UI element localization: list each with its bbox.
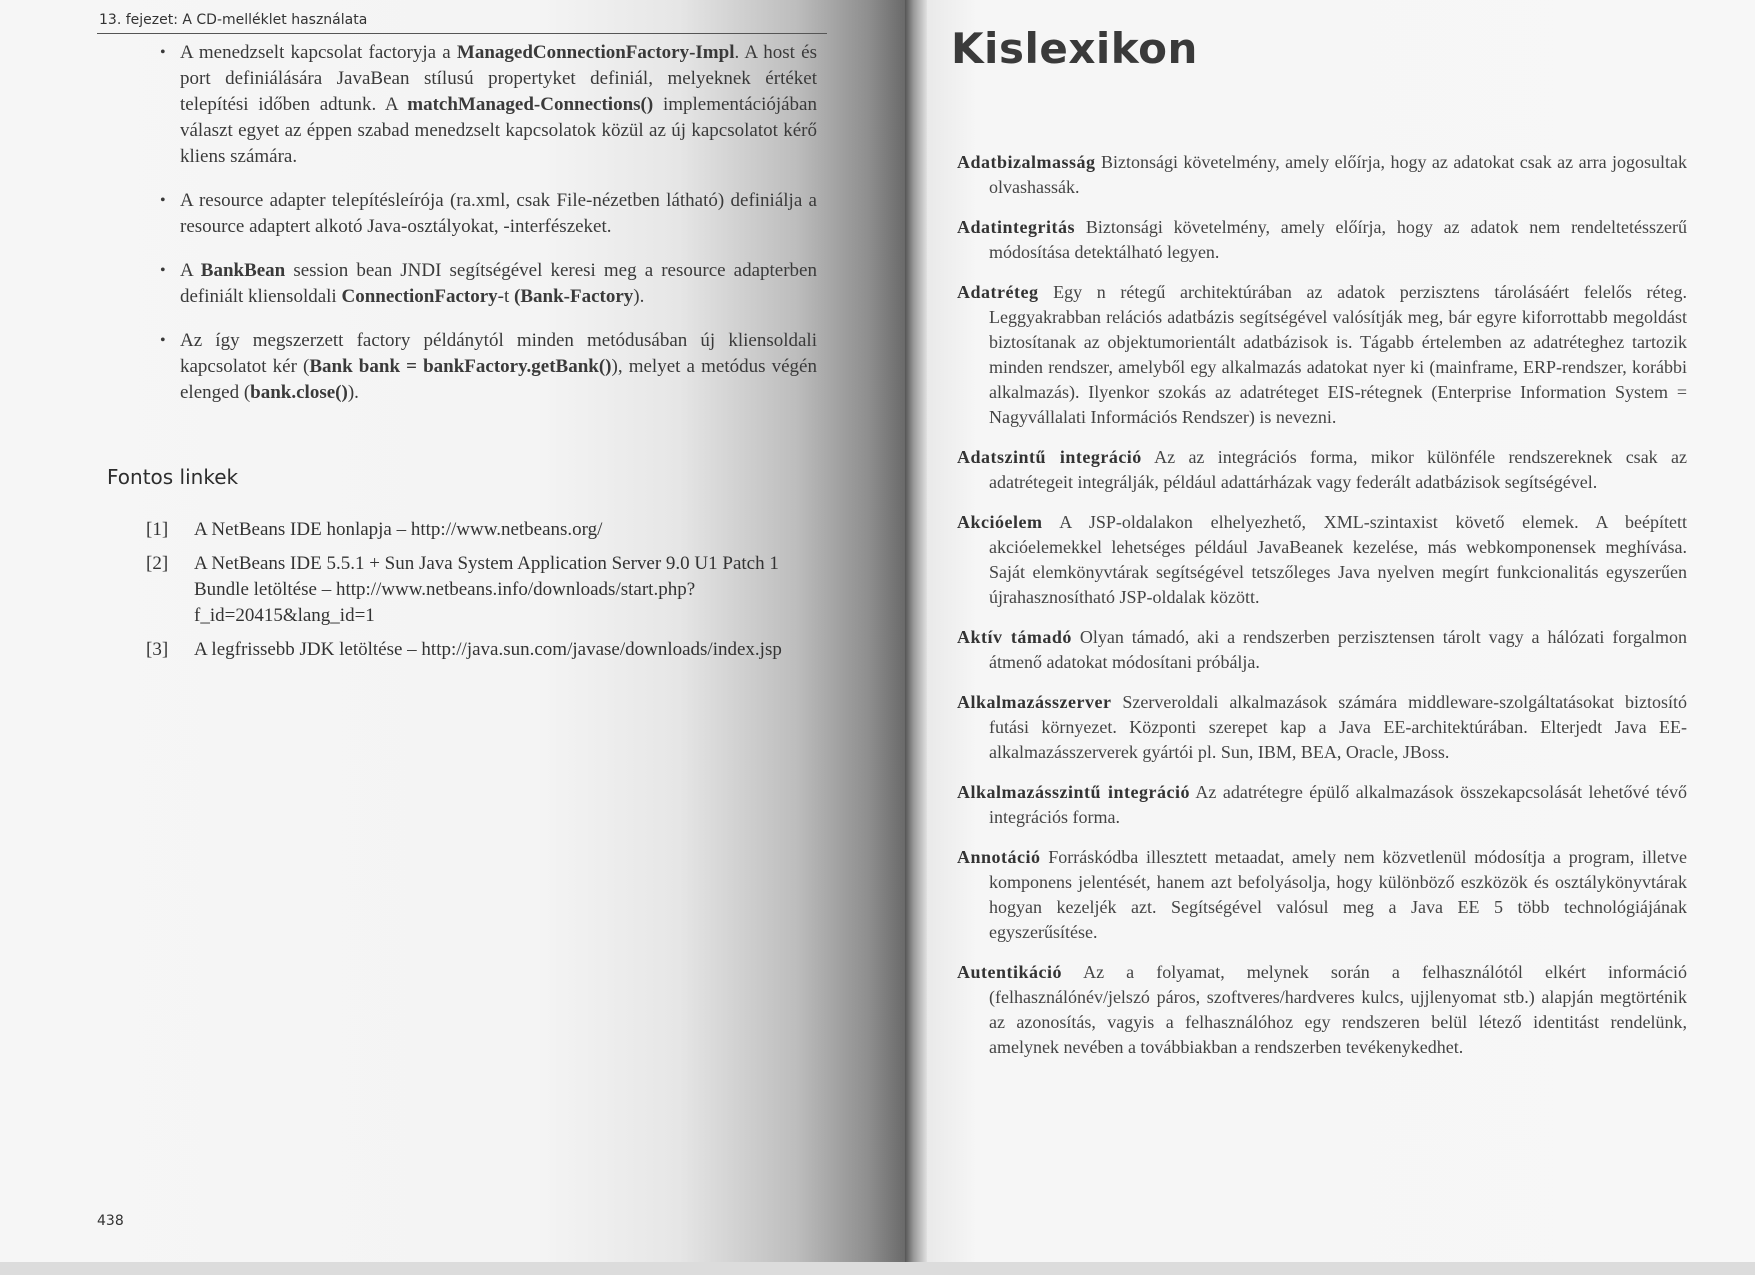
left-body [142, 40, 817, 424]
glossary-definition: Az a folyamat, melynek során a felhasználótól elkért információ (felhasználónév/jelszó páros, szoftveres/hardveres kulcs, ujjlenyomat stb.) alapján megtörténik az azonosítás, vagyis a felhasználóhoz egy rendszeren belül létező identitást rendelünk, amelynek nevében a továbbiakban a rendszerben tevékenykedhet. [989, 962, 1687, 1057]
glossary-entry [957, 960, 1687, 1060]
glossary-entry [957, 625, 1687, 675]
glossary-entry [957, 510, 1687, 610]
bullet-item [142, 328, 817, 406]
page-bottom-edge [0, 1262, 1755, 1275]
reference-number: [1] [146, 519, 169, 540]
bullet-text: ). [633, 286, 645, 307]
glossary-definition: Az adatrétegre épülő alkalmazások összekapcsolását lehetővé tévő integrációs forma. [989, 782, 1687, 827]
chapter-title: Kislexikon [951, 24, 1198, 73]
glossary-term: Akcióelem [957, 512, 1043, 532]
glossary-term: Alkalmazásszintű integráció [957, 782, 1190, 802]
reference-item [146, 551, 816, 629]
glossary-definition: A JSP-oldalakon elhelyezhető, XML-szintaxist követő elemek. A beépített akcióelemekkel lehetséges például JavaBeanek kezelése, más webkomponensek meghívása. Saját elemkönyvtárak segítségével tetszőleges Java nyelven megírt funkcionalitás egyszerűen újrahasznosítható JSP-oldalak között. [989, 512, 1687, 607]
glossary-entry [957, 690, 1687, 765]
bullet-code-text: (Bank-Factory [514, 286, 634, 307]
glossary-entry [957, 445, 1687, 495]
glossary-definition: Forráskódba illesztett metaadat, amely nem közvetlenül módosítja a program, illetve komponens jelentését, hanem azt befolyásolja, hogy különböző eszközök és osztálykönyvtárak hogyan kezeljék azt. Segítségével valósul meg a Java EE 5 több technológiájának egyszerűsítése. [989, 847, 1688, 942]
bullet-item [142, 258, 817, 310]
glossary-list [957, 150, 1687, 1075]
bullet-text: A menedzselt kapcsolat factoryja a [180, 42, 457, 63]
reference-list [146, 517, 816, 671]
glossary-entry [957, 215, 1687, 265]
header-rule [97, 33, 827, 34]
glossary-term: Autentikáció [957, 962, 1062, 982]
bullet-code-text: matchManaged-Connections() [407, 94, 654, 115]
glossary-entry [957, 280, 1687, 430]
book-gutter [905, 0, 927, 1262]
glossary-term: Alkalmazásszerver [957, 692, 1112, 712]
reference-text: A legfrissebb JDK letöltése – http://java.sun.com/javase/downloads/index.jsp [194, 639, 782, 660]
bullet-code-text: bank.close() [250, 382, 348, 403]
glossary-definition: Egy n rétegű architektúrában az adatok perzisztens tárolásáért felelős réteg. Leggyakrabban relációs adatbázis segítségével valósítják meg, bár egyre kiforrottabb megoldást biztosítanak az objektumorientált adatbázisok is. Tágabb értelemben az adatréteghez tartozik minden rendszer, amelyből egy alkalmazás adatokat nyer ki (mainframe, ERP-rendszer, korábbi alkalmazás). Ilyenkor szokás az adatréteget EIS-rétegnek (Enterprise Information System = Nagyvállalati Információs Rendszer) is nevezni. [989, 282, 1688, 427]
glossary-entry [957, 845, 1687, 945]
glossary-term: Adatréteg [957, 282, 1039, 302]
glossary-definition: Szerveroldali alkalmazások számára middleware-szolgáltatásokat biztosító futási környezet. Központi szerepet kap a Java EE-architektúrában. Elterjedt Java EE-alkalmazásszerverek gyártói pl. Sun, IBM, BEA, Oracle, JBoss. [989, 692, 1687, 762]
reference-text: A NetBeans IDE honlapja – http://www.netbeans.org/ [194, 519, 603, 540]
bullet-text: implementációjában választ egyet az éppen szabad menedzselt kapcsolatok közül az új kapcsolatot kérő kliens számára. [180, 94, 817, 167]
reference-number: [2] [146, 553, 169, 574]
page-number: 438 [97, 1213, 124, 1229]
glossary-entry [957, 780, 1687, 830]
bullet-text: session bean JNDI segítségével keresi meg a resource adapterben definiált kliensoldali [180, 260, 817, 307]
glossary-definition: Olyan támadó, aki a rendszerben perzisztensen tárolt vagy a hálózati forgalmon átmenő adatokat módosítani próbálja. [989, 627, 1687, 672]
bullet-code-text: BankBean [200, 260, 286, 281]
bullet-text: A [180, 260, 201, 281]
glossary-term: Annotáció [957, 847, 1041, 867]
running-head: 13. fejezet: A CD-melléklet használata [99, 12, 368, 28]
glossary-definition: Az az integrációs forma, mikor különféle rendszereknek csak az adatrétegeit integrálják, például adattárházak vagy federált adatbázisok segítségével. [989, 447, 1687, 492]
section-heading: Fontos linkek [107, 465, 239, 489]
right-page [927, 0, 1755, 1262]
bullet-code-text: ConnectionFactory [341, 286, 498, 307]
glossary-term: Adatbizalmasság [957, 152, 1096, 172]
bullet-item [142, 40, 817, 170]
glossary-term: Adatszintű integráció [957, 447, 1142, 467]
bullet-item [142, 188, 817, 240]
bullet-code-text: Bank bank = bankFactory.getBank() [309, 356, 612, 377]
reference-number: [3] [146, 639, 169, 660]
bullet-dot: • [160, 192, 166, 209]
glossary-term: Adatintegritás [957, 217, 1075, 237]
reference-item [146, 637, 816, 663]
bullet-dot: • [160, 44, 166, 61]
glossary-definition: Biztonsági követelmény, amely előírja, hogy az adatokat csak az arra jogosultak olvashassák. [989, 152, 1688, 197]
bullet-code-text: ManagedConnectionFactory-Impl [456, 42, 735, 63]
glossary-definition: Biztonsági követelmény, amely előírja, hogy az adatok nem rendeltetésszerű módosítása detektálható legyen. [989, 217, 1688, 262]
reference-text: A NetBeans IDE 5.5.1 + Sun Java System Application Server 9.0 U1 Patch 1 Bundle letöltése – http://www.netbeans.info/downloads/start.php?f_id=20415&lang_id=1 [194, 553, 779, 626]
bullet-text: -t [497, 286, 515, 307]
reference-item [146, 517, 816, 543]
glossary-term: Aktív támadó [957, 627, 1072, 647]
bullet-text: . A host és port definiálására JavaBean stílusú propertyket definiál, melyeknek értéket telepítési időben adtunk. A [180, 42, 817, 115]
glossary-entry [957, 150, 1687, 200]
bullet-text: ). [347, 382, 359, 403]
bullet-dot: • [160, 332, 166, 349]
bullet-list [142, 40, 817, 406]
bullet-text: Az így megszerzett factory példánytól minden metódusában új kliensoldali kapcsolatot kér ( [180, 330, 817, 377]
bullet-text: ), melyet a metódus végén elenged ( [180, 356, 817, 403]
bullet-text: A resource adapter telepítésleírója (ra.xml, csak File-nézetben látható) definiálja a resource adaptert alkotó Java-osztályokat, -interfészeket. [180, 190, 817, 237]
bullet-dot: • [160, 262, 166, 279]
